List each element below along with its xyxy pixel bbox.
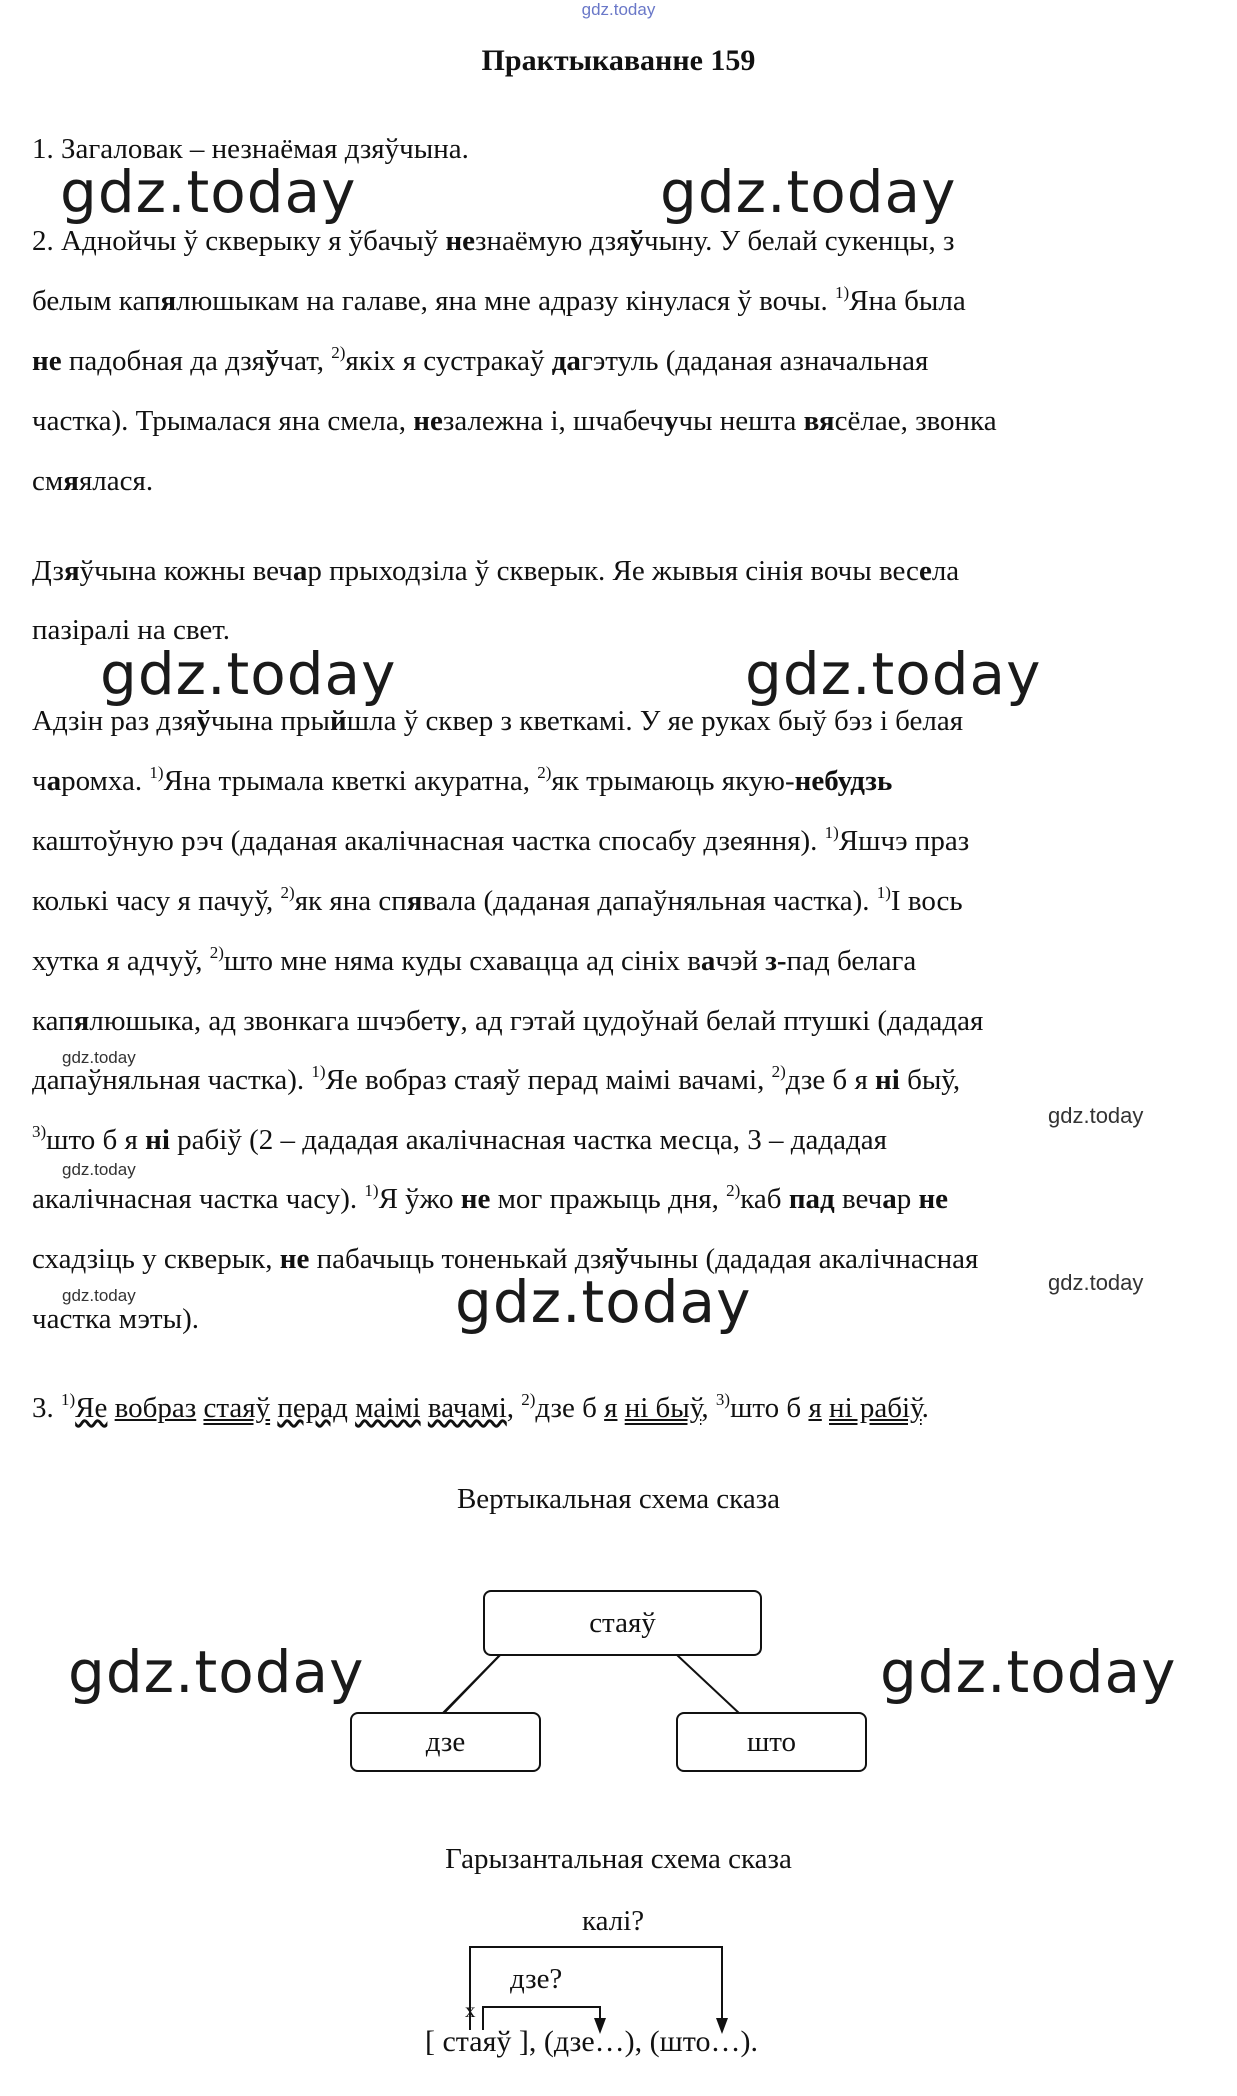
scheme-box-main: стаяў (483, 1590, 762, 1656)
watermark: gdz.today (880, 1638, 1177, 1706)
page-title: Практыкаванне 159 (481, 44, 756, 77)
watermark: gdz.today (62, 1286, 136, 1305)
text-line: 2. Аднойчы ў скверыку я ўбачыў незнаёмую дзяўчыну. У белай сукенцы, з (32, 225, 955, 257)
scheme-formula: [ стаяў ], (дзе…), (што…). (425, 2025, 758, 2058)
scheme-box-shto: што (676, 1712, 867, 1772)
text-line: чаромха. $^{1)}$Яна трымала кветкі акуратна, $^{2)}$як трымаюць якую-небудзь (32, 763, 893, 797)
answer-1: 1. Загаловак – незнаёмая дзяўчына. (32, 133, 469, 165)
text-line: схадзіць у скверык, не пабачыць тоненькай дзяўчыны (дададая акалічнасная (32, 1243, 979, 1275)
connector-right (677, 1655, 740, 1714)
text-line: хутка я адчуў, $^{2)}$што мне няма куды схавацца ад сініх вачэй з-пад белага (32, 943, 917, 977)
watermark: gdz.today (62, 1048, 136, 1067)
text-line: белым капялюшыкам на галаве, яна мне адразу кінулася ў вочы. $^{1)}$Яна была (32, 283, 966, 317)
text-line: не падобная да дзяўчат, $^{2)}$якіх я сустракаў дагэтуль (даданая азначальная (32, 343, 929, 377)
text-line: смяялася. (32, 465, 154, 497)
text-line: Дзяўчына кожны вечар прыходзіла ў скверык. Яе жывыя сінія вочы весела (32, 555, 960, 587)
scheme-box-dze: дзе (350, 1712, 541, 1772)
horizontal-scheme-title: Гарызантальная схема сказа (445, 1843, 792, 1875)
text-line: частка). Трымалася яна смела, незалежна і, шчабечучы нешта вясёлае, звонка (32, 405, 997, 437)
text-line: каштоўную рэч (даданая акалічнасная частка спосабу дзеяння). $^{1)}$Яшчэ праз (32, 823, 970, 857)
text-line: пазіралі на свет. (32, 614, 230, 646)
top-watermark: gdz.today (581, 0, 656, 19)
watermark: gdz.today (1048, 1270, 1144, 1295)
watermark: gdz.today (62, 1160, 136, 1179)
text-line: колькі часу я пачуў, $^{2)}$як яна спявала (даданая дапаўняльная частка). $^{1)}$І вось (32, 883, 963, 917)
vertical-scheme-title: Вертыкальная схема сказа (456, 1483, 781, 1515)
watermark: gdz.today (60, 158, 357, 226)
text-line: капялюшыка, ад звонкага шчэбету, ад гэтай цудоўнай белай птушкі (дададая (32, 1005, 984, 1037)
connector-left-2 (442, 1655, 500, 1714)
text-line: дапаўняльная частка). $^{1)}$Яе вобраз стаяў перад маімі вачамі, $^{2)}$дзе б я ні быў, (32, 1062, 961, 1096)
watermark: gdz.today (68, 1638, 365, 1706)
text-line: частка мэты). (32, 1303, 199, 1335)
watermark: gdz.today (1048, 1103, 1144, 1128)
watermark: gdz.today (660, 158, 957, 226)
question-dze: дзе? (510, 1963, 563, 1995)
text-line: акалічнасная частка часу). $^{1)}$Я ўжо не мог пражыць дня, $^{2)}$каб пад вечар не (32, 1181, 949, 1215)
question-kali: калі? (582, 1905, 645, 1937)
arrow-kali (470, 1947, 722, 2030)
text-line: $^{3)}$што б я ні рабіў (2 – дададая акалічнасная частка месца, 3 – дададая (32, 1122, 887, 1156)
watermark: gdz.today (455, 1268, 752, 1336)
subject-mark: x (465, 1998, 476, 2022)
watermark: gdz.today (100, 640, 397, 708)
text-line: Адзін раз дзяўчына прыйшла ў сквер з кветкамі. У яе руках быў бэз і белая (32, 705, 964, 737)
watermark: gdz.today (745, 640, 1042, 708)
sentence-parse: 3. $^{1)}$Яе вобраз стаяў перад маімі вачамі, $^{2)}$дзе б я ні быў, $^{3)}$што б я ні рабіў. (32, 1390, 929, 1424)
